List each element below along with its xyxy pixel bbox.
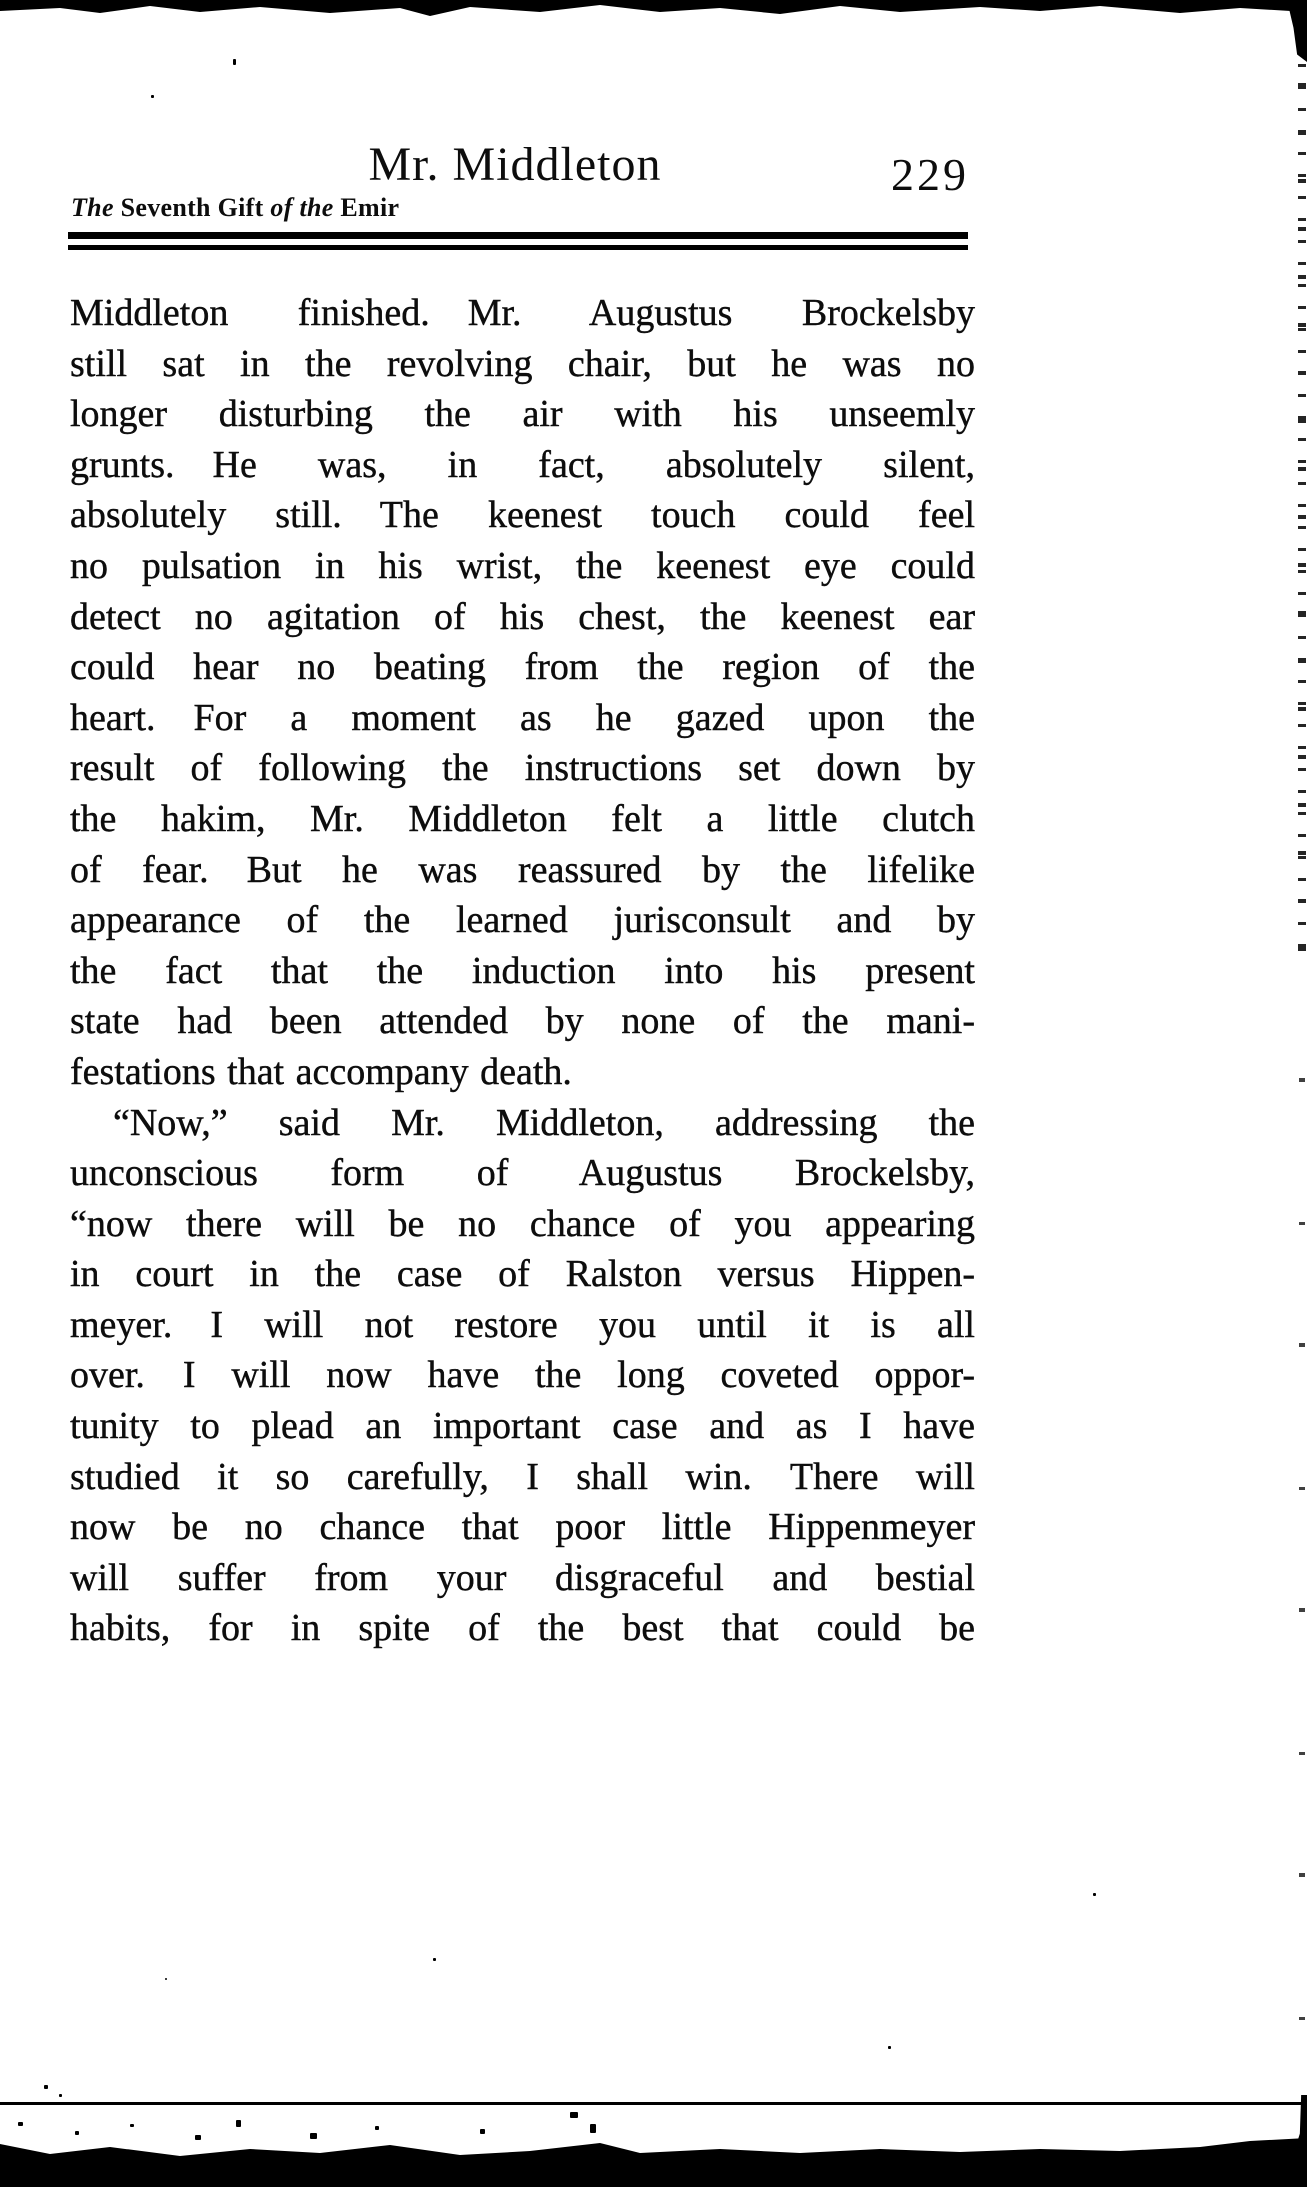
scan-speck: [375, 2126, 379, 2130]
scan-speck: [236, 2120, 241, 2127]
running-header-title: Mr. Middleton: [368, 138, 662, 191]
scan-speck: [590, 2124, 596, 2133]
text-line: no pulsation in his wrist, the keenest eye could: [70, 544, 975, 587]
text-line: Middleton finished. Mr. Augustus Brockelsby: [70, 292, 975, 334]
scan-speck: [1093, 1893, 1096, 1896]
scan-speck: [433, 1958, 436, 1961]
double-rule-top: [68, 232, 968, 239]
scan-speck: [75, 2131, 79, 2135]
text-line: unconscious form of Augustus Brockelsby,: [70, 1152, 975, 1195]
scan-speck: [310, 2133, 317, 2139]
running-title-roman: Seventh Gift: [113, 193, 271, 222]
scan-speck: [44, 2085, 48, 2089]
text-line: appearance of the learned jurisconsult and by: [70, 899, 975, 942]
scan-speck: [130, 2124, 134, 2127]
scan-speck: [195, 2135, 201, 2140]
text-line: absolutely still. The keenest touch could feel: [70, 494, 975, 537]
text-line: longer disturbing the air with his unseemly: [70, 393, 975, 436]
text-line: the hakim, Mr. Middleton felt a little clutch: [70, 797, 975, 840]
page-number: 229: [891, 149, 969, 200]
text-line: studied it so carefully, I shall win. There will: [70, 1455, 975, 1498]
scan-speck: [888, 2046, 891, 2049]
scan-speck: [18, 2122, 23, 2126]
scan-speck: [233, 59, 236, 65]
text-line: heart. For a moment as he gazed upon the: [70, 696, 975, 739]
double-rule-bottom: [68, 245, 968, 250]
text-line: grunts. He was, in fact, absolutely silent,: [70, 443, 975, 486]
top-edge-artifact: [0, 0, 1307, 17]
text-line: tunity to plead an important case and as I have: [70, 1405, 975, 1448]
text-line-paragraph-end: festations that accompany death.: [70, 1050, 572, 1093]
body-text: [70, 288, 975, 1654]
text-line: meyer. I will not restore you until it is all: [70, 1303, 975, 1346]
bottom-edge-artifact: [0, 2138, 1307, 2187]
text-line: will suffer from your disgraceful and bestial: [70, 1556, 975, 1599]
text-line: result of following the instructions set down by: [70, 747, 975, 790]
running-title-italic: The: [71, 193, 114, 222]
text-line: state had been attended by none of the mani-: [70, 1000, 975, 1043]
right-edge-artifact: [1299, 960, 1305, 2100]
text-line: habits, for in spite of the best that could be: [70, 1607, 975, 1650]
text-line: “now there will be no chance of you appearing: [70, 1202, 975, 1245]
text-line: of fear. But he was reassured by the lifelike: [70, 848, 975, 891]
scan-speck: [480, 2129, 485, 2134]
chapter-running-title: [71, 194, 399, 223]
text-line: could hear no beating from the region of the: [70, 646, 975, 689]
text-line: now be no chance that poor little Hippenmeyer: [70, 1506, 975, 1549]
text-line: detect no agitation of his chest, the keenest ear: [70, 595, 975, 638]
scan-speck: [59, 2094, 62, 2097]
text-line: over. I will now have the long coveted oppor-: [70, 1354, 975, 1397]
scan-speck: [165, 1978, 167, 1980]
scan-speck: [570, 2112, 578, 2118]
bottom-rule-artifact: [0, 2102, 1307, 2105]
text-line: in court in the case of Ralston versus Hippen-: [70, 1253, 975, 1296]
right-edge-artifact: [1298, 20, 1306, 960]
running-title-roman: Emir: [333, 193, 400, 222]
scan-speck: [151, 95, 154, 98]
text-line: the fact that the induction into his present: [70, 949, 975, 992]
text-line: still sat in the revolving chair, but he was no: [70, 342, 975, 385]
running-title-italic: of the: [270, 193, 334, 222]
text-line-paragraph-start: “Now,” said Mr. Middleton, addressing the: [113, 1101, 975, 1144]
